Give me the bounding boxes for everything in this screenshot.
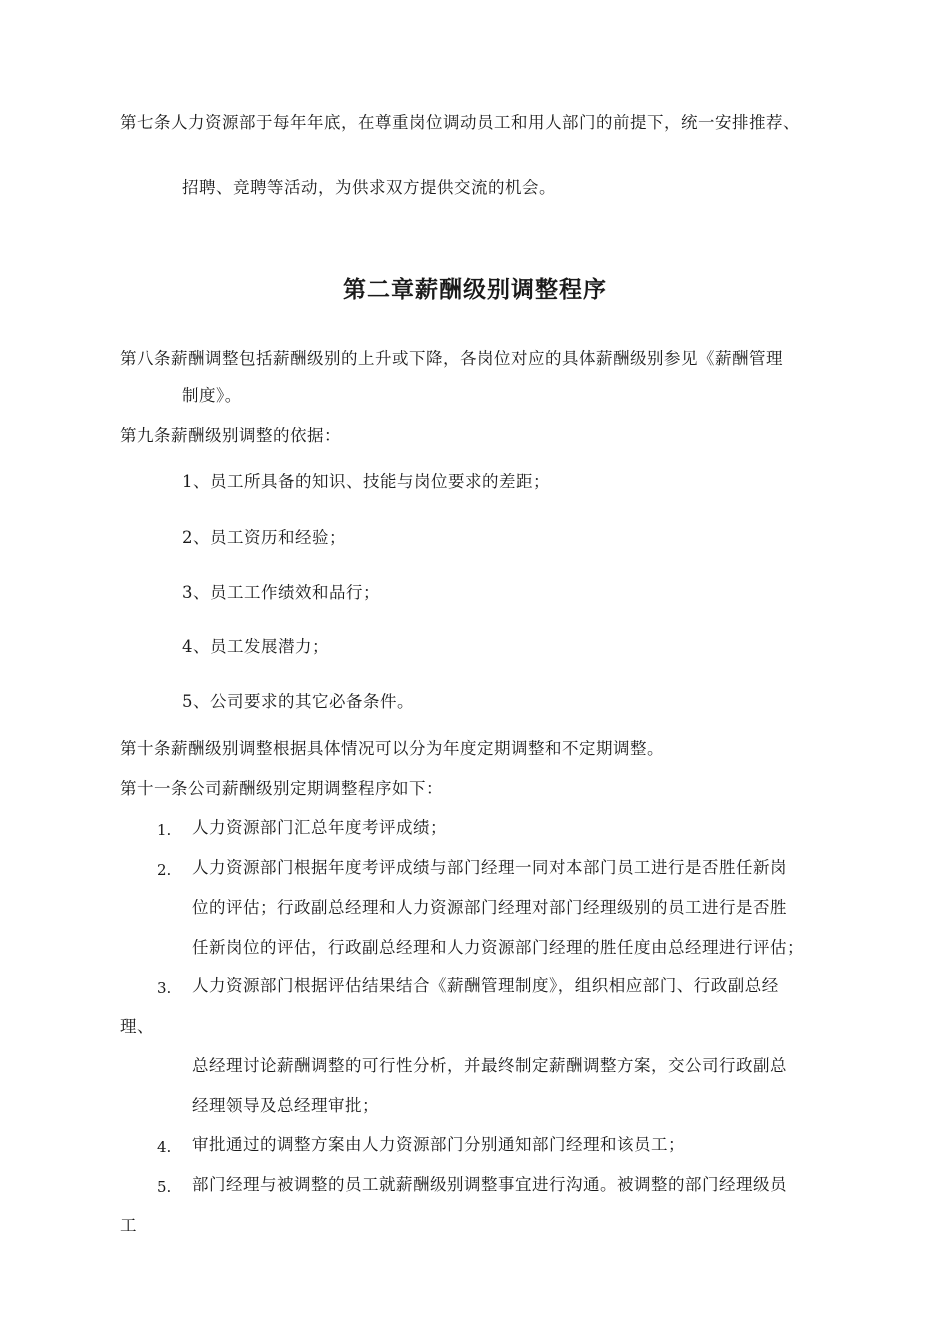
- article7-line1: 第七条人力资源部于每年年底，在尊重岗位调动员工和用人部门的前提下，统一安排推荐、: [120, 113, 800, 132]
- article9-heading: 第九条薪酬级别调整的依据：: [120, 426, 341, 445]
- step-3-number: 3.: [157, 979, 172, 997]
- step-3-line2: 理、: [120, 1017, 154, 1036]
- step-2-line1: 人力资源部门根据年度考评成绩与部门经理一同对本部门员工进行是否胜任新岗: [192, 858, 787, 877]
- step-4-line1: 审批通过的调整方案由人力资源部门分别通知部门经理和该员工；: [192, 1135, 685, 1154]
- chapter-title: 第二章薪酬级别调整程序: [343, 277, 607, 303]
- article9-item-5: 5、公司要求的其它必备条件。: [182, 692, 414, 711]
- article9-item-3: 3、员工工作绩效和品行；: [182, 583, 380, 602]
- article11-heading: 第十一条公司薪酬级别定期调整程序如下：: [120, 779, 443, 798]
- article9-item-2: 2、员工资历和经验；: [182, 528, 346, 547]
- step-1-number: 1.: [157, 821, 172, 839]
- article9-item-1: 1、员工所具备的知识、技能与岗位要求的差距；: [182, 472, 550, 491]
- step-2-number: 2.: [157, 861, 172, 879]
- article8-line2: 制度》。: [182, 386, 242, 405]
- step-5-line2: 工: [120, 1216, 137, 1235]
- article7-line2: 招聘、竞聘等活动，为供求双方提供交流的机会。: [182, 178, 556, 197]
- step-3-line3: 总经理讨论薪酬调整的可行性分析，并最终制定薪酬调整方案，交公司行政副总: [192, 1056, 787, 1075]
- article9-item-4: 4、员工发展潜力；: [182, 637, 329, 656]
- step-5-number: 5.: [157, 1178, 172, 1196]
- step-4-number: 4.: [157, 1138, 172, 1156]
- step-3-line1: 人力资源部门根据评估结果结合《薪酬管理制度》，组织相应部门、行政副总经: [192, 976, 779, 995]
- article8-line1: 第八条薪酬调整包括薪酬级别的上升或下降，各岗位对应的具体薪酬级别参见《薪酬管理: [120, 349, 783, 368]
- step-3-line4: 经理领导及总经理审批；: [192, 1096, 379, 1115]
- step-5-line1: 部门经理与被调整的员工就薪酬级别调整事宜进行沟通。被调整的部门经理级员: [192, 1175, 787, 1194]
- step-2-line3: 任新岗位的评估，行政副总经理和人力资源部门经理的胜任度由总经理进行评估；: [192, 938, 804, 957]
- article10: 第十条薪酬级别调整根据具体情况可以分为年度定期调整和不定期调整。: [120, 739, 664, 758]
- step-2-line2: 位的评估；行政副总经理和人力资源部门经理对部门经理级别的员工进行是否胜: [192, 898, 787, 917]
- step-1-line1: 人力资源部门汇总年度考评成绩；: [192, 818, 447, 837]
